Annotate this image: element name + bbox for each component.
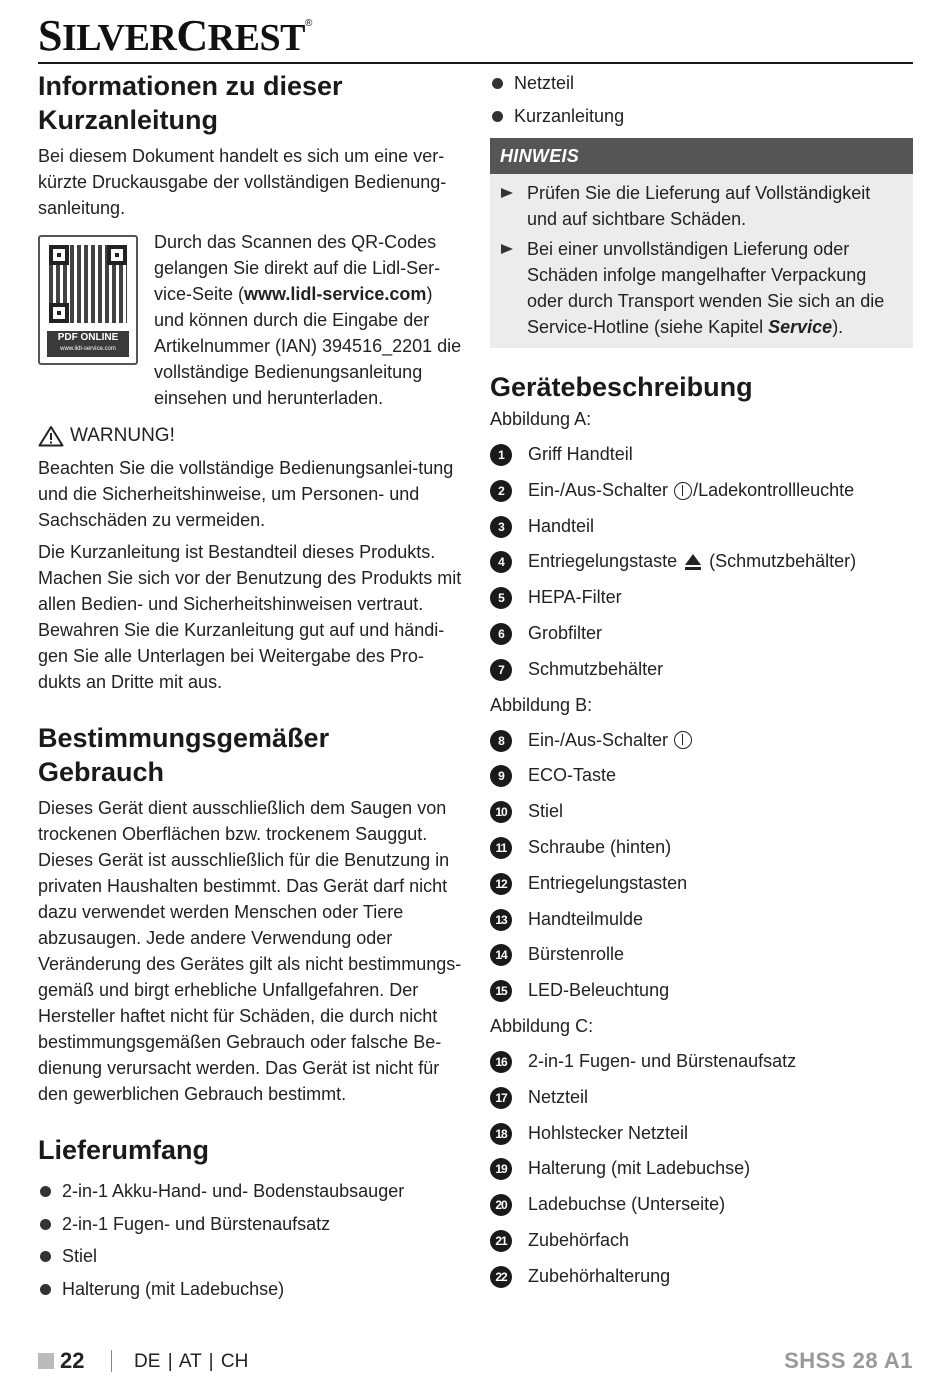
- list-item: 18 Hohlstecker Netzteil: [490, 1116, 913, 1152]
- power-icon: [674, 482, 692, 500]
- page-header: [38, 6, 913, 64]
- figure-c-label: Abbildung C:: [490, 1015, 594, 1036]
- brand-logo: SILVERCREST®: [38, 11, 312, 60]
- list-item: Halterung (mit Ladebuchse): [38, 1273, 462, 1306]
- list-item: 15 LED-Beleuchtung: [490, 973, 913, 1009]
- qr-badge: PDF ONLINE www.lidl-service.com: [47, 331, 129, 357]
- qr-instruction-text: Durch das Scannen des QR-Codes gelangen Sie direkt auf die Lidl-Ser-vice-Seite (www.lidl-service.com) und können durch die Eingabe der Artikelnummer (IAN) 394516_2201 die vollständige Bedienungsanleitung einsehen und herunterladen.: [154, 232, 462, 408]
- service-link[interactable]: www.lidl-service.com: [244, 284, 427, 304]
- qr-code-image[interactable]: [38, 235, 138, 365]
- list-item: 17 Netzteil: [490, 1080, 913, 1116]
- list-item: 4 Entriegelungstaste (Schmutzbehälter): [490, 544, 913, 580]
- list-item: 19 Halterung (mit Ladebuchse): [490, 1151, 913, 1187]
- list-item: 7 Schmutzbehälter: [490, 652, 913, 688]
- list-item: 14 Bürstenrolle: [490, 937, 913, 973]
- note-box: [490, 138, 913, 348]
- warning-text: Beachten Sie die vollständige Bedienungsanlei-tung und die Sicherheitshinweise, um Personen- und Sachschäden zu vermeiden.: [38, 458, 454, 530]
- list-item: 2-in-1 Fugen- und Bürstenaufsatz: [38, 1208, 462, 1241]
- divider: [111, 1350, 112, 1372]
- warning-heading: WARNUNG!: [38, 423, 462, 449]
- list-item: 22 Zubehörhalterung: [490, 1259, 913, 1295]
- power-icon: [674, 731, 692, 749]
- list-item: 2-in-1 Akku-Hand- und- Bodenstaubsauger: [38, 1175, 462, 1208]
- arrow-icon: [501, 244, 513, 254]
- parts-list-c: [490, 1044, 913, 1295]
- intro-text: Bei diesem Dokument handelt es sich um eine ver-kürzte Druckausgabe der vollständigen Bedienung-sanleitung.: [38, 146, 447, 218]
- qr-section: [38, 229, 462, 409]
- list-item: 9 ECO-Taste: [490, 758, 913, 794]
- note-title: HINWEIS: [490, 138, 913, 174]
- scope-list: [38, 1175, 462, 1305]
- page-footer: [38, 1346, 913, 1374]
- list-item: 5 HEPA-Filter: [490, 580, 913, 616]
- list-item: 20 Ladebuchse (Unterseite): [490, 1187, 913, 1223]
- list-item: 3 Handteil: [490, 509, 913, 545]
- list-item: 12 Entriegelungstasten: [490, 866, 913, 902]
- scope-title: Lieferumfang: [38, 1135, 210, 1165]
- language-codes: DE | AT | CH: [134, 1351, 249, 1372]
- list-item: Netzteil: [490, 67, 913, 100]
- figure-b-label: Abbildung B:: [490, 694, 593, 715]
- eject-icon: [683, 552, 703, 572]
- note-item: Prüfen Sie die Lieferung auf Vollständigkeit und auf sichtbare Schäden.: [500, 180, 903, 232]
- intended-use-text: Dieses Gerät dient ausschließlich dem Saugen von trockenen Oberflächen bzw. trockenem Sauggut. Dieses Gerät ist ausschließlich für die Benutzung in privaten Haushalten bestimmt. Das Gerät darf nicht dazu verwendet werden Menschen oder Tiere abzusaugen. Jede andere Verwendung oder Veränderung des Gerätes gilt als nicht bestimmungs-gemäß und birgt erhebliche Unfallgefahren. Der Hersteller haftet nicht für Schäden, die durch nicht bestimmungsgemäßen Gebrauch oder falsche Be-dienung verursacht werden. Das Gerät ist nicht für den gewerblichen Gebrauch bestimmt.: [38, 798, 462, 1104]
- list-item: 6 Grobfilter: [490, 616, 913, 652]
- list-item: Kurzanleitung: [490, 100, 913, 133]
- page-marker-icon: [38, 1353, 54, 1369]
- intro-title: Informationen zu dieser Kurzanleitung: [38, 71, 343, 135]
- page-number: 22: [60, 1348, 85, 1373]
- parts-list-a: [490, 437, 913, 688]
- list-item: 8 Ein-/Aus-Schalter: [490, 723, 913, 759]
- intended-use-title: Bestimmungsgemäßer Gebrauch: [38, 723, 330, 787]
- left-column: [38, 66, 462, 1305]
- list-item: Stiel: [38, 1240, 462, 1273]
- list-item: 21 Zubehörfach: [490, 1223, 913, 1259]
- warning-triangle-icon: [38, 425, 64, 447]
- list-item: 10 Stiel: [490, 794, 913, 830]
- list-item: 11 Schraube (hinten): [490, 830, 913, 866]
- list-item: 1 Griff Handteil: [490, 437, 913, 473]
- model-number: SHSS 28 A1: [784, 1348, 913, 1373]
- list-item: 2 Ein-/Aus-Schalter /Ladekontrollleuchte: [490, 473, 913, 509]
- arrow-icon: [501, 188, 513, 198]
- parts-list-b: [490, 723, 913, 1009]
- list-item: 16 2-in-1 Fugen- und Bürstenaufsatz: [490, 1044, 913, 1080]
- short-guide-text: Die Kurzanleitung ist Bestandteil dieses Produkts. Machen Sie sich vor der Benutzung des Produkts mit allen Bedien- und Sicherheitshinweisen vertraut. Bewahren Sie die Kurzanleitung gut auf und händi-gen Sie alle Unterlagen bei Weitergabe des Pro-dukts an Dritte mit aus.: [38, 542, 462, 692]
- device-description-title: Gerätebeschreibung: [490, 372, 753, 402]
- scope-list-continued: [490, 67, 913, 132]
- figure-a-label: Abbildung A:: [490, 409, 592, 429]
- note-item: Bei einer unvollständigen Lieferung oder Schäden infolge mangelhafter Verpackung oder durch Transport wenden Sie sich an die Service-Hotline (siehe Kapitel Service).: [500, 236, 903, 340]
- list-item: 13 Handteilmulde: [490, 902, 913, 938]
- right-column: [490, 66, 913, 1295]
